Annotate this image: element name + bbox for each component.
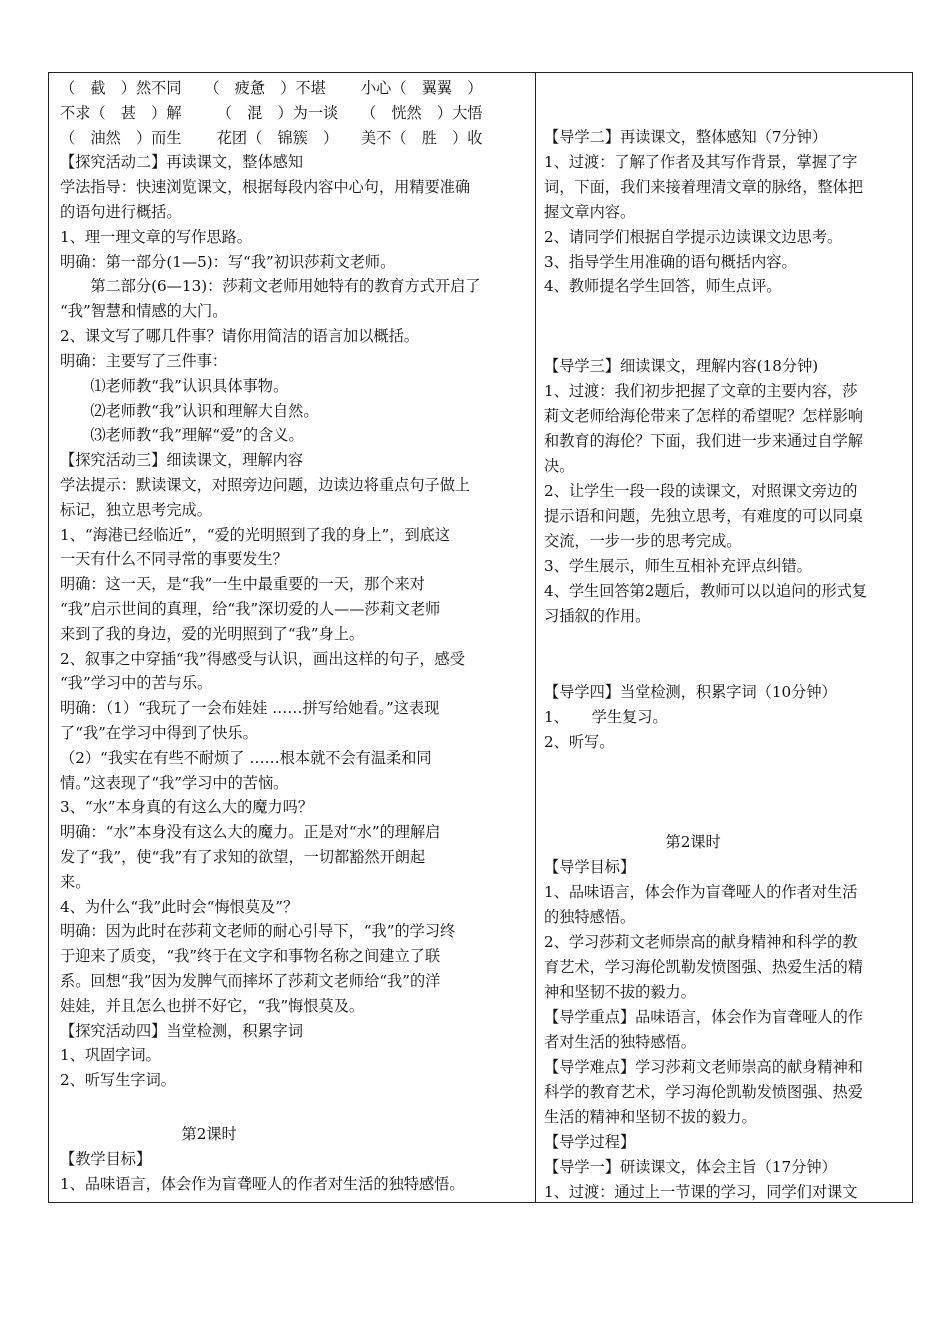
right-column-line: 【导学一】研读课文，体会主旨（17分钟） [544,1158,837,1176]
left-column-line: 学法提示：默读课文，对照旁边问题，边读边将重点句子做上 [60,476,471,494]
left-column-line: 了“我”在学习中得到了快乐。 [60,724,258,742]
left-column-line: 明确：（1）“我玩了一会布娃娃 ……拼写给她看。”这表现 [60,699,440,717]
right-column-line: 2、听写。 [544,733,615,751]
left-column-line: 的语句进行概括。 [60,203,182,221]
left-column-line: 学法指导：快速浏览课文，根据每段内容中心句，用精要准确 [60,178,471,196]
left-column-line: 明确：这一天，是“我”一生中最重要的一天，那个来对 [60,575,425,593]
left-column-line: 标记，独立思考完成。 [60,501,212,519]
left-column-line: 2、听写生字词。 [60,1071,176,1089]
left-column-line: 1、巩固字词。 [60,1046,161,1064]
left-column-line: 不求（ 甚 ）解 （ 混 ）为一谈 （ 恍然 ）大悟 [60,104,483,122]
right-column-line: 生活的精神和坚韧不拔的毅力。 [544,1108,757,1126]
left-column-line: 明确：第一部分(1—5)：写“我”初识莎莉文老师。 [60,253,396,271]
column-divider [535,72,536,1203]
right-column-line: 【导学难点】学习莎莉文老师崇高的献身精神和 [544,1058,863,1076]
right-column-line: 者对生活的独特感悟。 [544,1033,696,1051]
left-column-line: 明确：因为此时在莎莉文老师的耐心引导下，“我”的学习终 [60,922,456,940]
left-column-line: 第2课时 [60,1125,237,1143]
right-column-line: 2、请同学们根据自学提示边读课文边思考。 [544,228,843,246]
right-column-line: 4、教师提名学生回答，师生点评。 [544,277,782,295]
right-column-line: 1、品味语言，体会作为盲聋哑人的作者对生活 [544,883,858,901]
right-column-line: 决。 [544,457,575,475]
left-column-line: “我”学习中的苦与乐。 [60,674,213,692]
left-column-line: ⑴老师教“我”认识具体事物。 [60,377,289,395]
right-column-line: 交流，一步一步的思考完成。 [544,532,742,550]
left-column-line: 娃娃，并且怎么也拼不好它，“我”悔恨莫及。 [60,997,365,1015]
right-column-line: 神和坚韧不拔的毅力。 [544,983,696,1001]
right-column-line: 习插叙的作用。 [544,607,651,625]
right-column-line: 词，下面，我们来接着理清文章的脉络，整体把 [544,178,863,196]
left-column-line: 【探究活动二】再读课文，整体感知 [60,153,303,171]
left-column-line: 2、课文写了哪几件事？请你用简洁的语言加以概括。 [60,327,419,345]
left-column-line: 明确：主要写了三件事： [60,352,228,370]
left-column-line: 4、为什么“我”此时会“悔恨莫及”？ [60,898,299,916]
right-column-line: 1、过渡：我们初步把握了文章的主要内容，莎 [544,382,858,400]
left-column-line: 2、叙事之中穿插“我”得感受与认识，画出这样的句子，感受 [60,650,465,668]
left-column-line: 1、品味语言，体会作为盲聋哑人的作者对生活的独特感悟。 [60,1175,465,1193]
left-column-line: ⑶老师教“我”理解“爱”的含义。 [60,426,304,444]
left-column-line: ⑵老师教“我”认识和理解大自然。 [60,402,319,420]
left-column-line: 一天有什么不同寻常的事要发生？ [60,550,288,568]
left-column-line: 来。 [60,873,91,891]
right-column-line: 2、学习莎莉文老师崇高的献身精神和科学的教 [544,933,858,951]
right-column-line: 1、 学生复习。 [544,708,668,726]
right-column-line: 【导学四】当堂检测，积累字词（10分钟） [544,683,837,701]
right-column-line: 2、让学生一段一段的读课文，对照课文旁边的 [544,482,858,500]
left-column-line: 【探究活动四】当堂检测，积累字词 [60,1022,303,1040]
right-column-line: 第2课时 [544,833,721,851]
right-column-line: 【导学目标】 [544,858,636,876]
right-column-line: 3、学生展示，师生互相补充评点纠错。 [544,557,812,575]
left-column-line: “我”智慧和情感的大门。 [60,302,228,320]
left-column-line: 明确：“水”本身没有这么大的魔力。正是对“水”的理解启 [60,823,441,841]
left-column-line: 1、理一理文章的写作思路。 [60,228,252,246]
left-column-line: 系。回想“我”因为发脾气而摔坏了莎莉文老师给“我”的洋 [60,972,441,990]
left-column-line: 【探究活动三】细读课文，理解内容 [60,451,303,469]
right-column-line: 育艺术，学习海伦凯勒发愤图强、热爱生活的精 [544,958,863,976]
left-column-line: 第二部分(6—13)：莎莉文老师用她特有的教育方式开启了 [60,277,481,295]
right-column-line: 【导学重点】品味语言，体会作为盲聋哑人的作 [544,1008,863,1026]
right-column-line: 莉文老师给海伦带来了怎样的希望呢？怎样影响 [544,407,863,425]
right-column-line: 握文章内容。 [544,203,636,221]
right-column-line: 1、过渡：通过上一节课的学习，同学们对课文 [544,1183,858,1201]
right-column-line: 科学的教育艺术，学习海伦凯勒发愤图强、热爱 [544,1083,863,1101]
left-column-line: “我”启示世间的真理，给“我”深切爱的人——莎莉文老师 [60,600,441,618]
left-column-line: 于迎来了质变，“我”终于在文字和事物名称之间建立了联 [60,947,441,965]
right-column-line: 【导学过程】 [544,1133,636,1151]
left-column-line: 【教学目标】 [60,1150,152,1168]
right-column-line: 3、指导学生用准确的语句概括内容。 [544,253,797,271]
left-column-line: 1、“海港已经临近”，“爱的光明照到了我的身上”，到底这 [60,526,451,544]
right-column-line: 的独特感悟。 [544,908,636,926]
left-column-line: 情。”这表现了“我”学习中的苦恼。 [60,774,289,792]
right-column-line: 和教育的海伦？下面，我们进一步来通过自学解 [544,432,863,450]
left-column-line: 来到了我的身边，爱的光明照到了“我”身上。 [60,625,365,643]
right-column-line: 【导学三】细读课文，理解内容(18分钟) [544,357,819,375]
right-column-line: 提示语和问题，先独立思考，有难度的可以同桌 [544,507,863,525]
left-column-line: 发了“我”，使“我”有了求知的欲望，一切都豁然开朗起 [60,848,426,866]
left-column-line: （2）“我实在有些不耐烦了 ……根本就不会有温柔和同 [60,749,432,767]
right-column-line: 4、学生回答第2题后，教师可以以追问的形式复 [544,582,868,600]
left-column-line: （ 截 ）然不同 （ 疲惫 ）不堪 小心（ 翼翼 ） [60,79,483,97]
right-column-line: 【导学二】再读课文，整体感知（7分钟） [544,128,828,146]
left-column-line: （ 油然 ）而生 花团（ 锦簇 ） 美不（ 胜 ）收 [60,129,483,147]
right-column-line: 1、过渡：了解了作者及其写作背景，掌握了字 [544,153,858,171]
left-column-line: 3、“水”本身真的有这么大的魔力吗？ [60,798,314,816]
